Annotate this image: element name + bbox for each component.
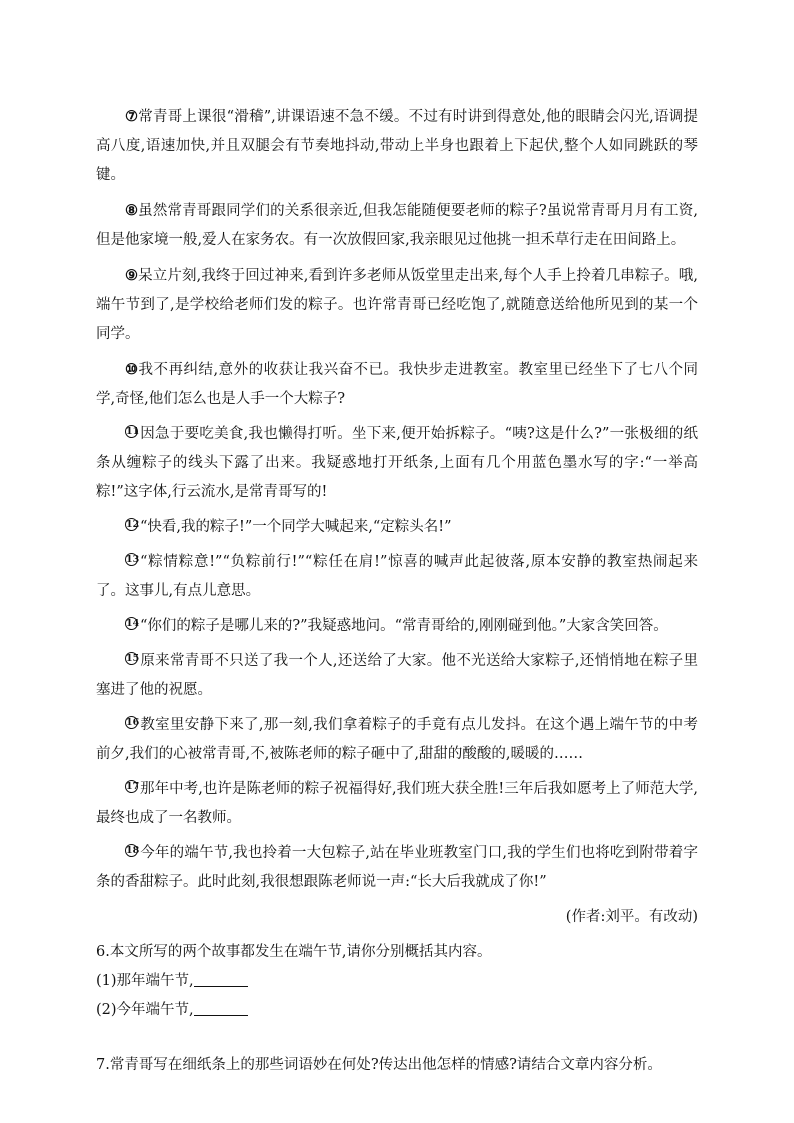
paragraph-9 (96, 261, 698, 349)
paragraph-text: “粽情粽意!”“负粽前行!”“粽任在肩!”惊喜的喊声此起彼落,原本安静的教室热闹起来了。这事儿,有点儿意思。 (96, 554, 698, 599)
paragraph-number: 17 (126, 781, 140, 792)
paragraph-text: “快看,我的粽子!”一个同学大喊起来,“定粽头名!” (140, 519, 452, 535)
paragraph-number: 13 (126, 554, 140, 565)
paragraph-10 (96, 355, 698, 414)
question-7: 7.常青哥写在细纸条上的那些词语妙在何处?传达出他怎样的情感?请结合文章内容分析。 (96, 1057, 662, 1073)
question-6-part-2 (96, 996, 698, 1025)
paragraph-12 (96, 513, 698, 542)
article-body (96, 102, 698, 1080)
spacer (96, 1025, 698, 1051)
paragraph-8 (96, 196, 698, 255)
question-6-part-2-label: (2)今年端午节, (96, 1002, 194, 1018)
paragraph-number: 16 (126, 717, 140, 728)
paragraph-number: ⑩ (125, 361, 138, 378)
paragraph-11 (96, 420, 698, 507)
question-6-part-1-label: (1)那年端午节, (96, 973, 194, 989)
answer-blank-2[interactable] (194, 1001, 248, 1016)
paragraph-15 (96, 647, 698, 705)
paragraph-text: 因急于要吃美食,我也懒得打听。坐下来,便开始拆粽子。“咦?这是什么?”一张极细的纸条从缠粽子的线头下露了出来。我疑惑地打开纸条,上面有几个用蓝色墨水写的字:“一举高粽!”这字体,行云流水,是常青哥写的! (96, 426, 698, 500)
paragraph-text: 虽然常青哥跟同学们的关系很亲近,但我怎能随便要老师的粽子?虽说常青哥月月有工资,但是他家境一般,爱人在家务农。有一次放假回家,我亲眼见过他挑一担禾草行走在田间路上。 (96, 203, 698, 248)
paragraph-number: ⑧ (125, 202, 138, 219)
paragraph-text: 教室里安静下来了,那一刻,我们拿着粽子的手竟有点儿发抖。在这个遇上端午节的中考前夕,我们的心被常青哥,不,被陈老师的粽子砸中了,甜甜的酸酸的,暖暖的…… (96, 717, 698, 762)
paragraph-number: ⑦ (125, 108, 138, 125)
paragraph-number: 12 (126, 519, 140, 530)
paragraph-number: 11 (126, 426, 140, 437)
question-6: 6.本文所写的两个故事都发生在端午节,请你分别概括其内容。 (96, 944, 492, 960)
paragraph-13 (96, 548, 698, 606)
paragraph-text: 我不再纠结,意外的收获让我兴奋不已。我快步走进教室。教室里已经坐下了七八个同学,奇怪,他们怎么也是人手一个大粽子? (96, 362, 698, 407)
question-6-part-1 (96, 967, 698, 996)
paragraph-18 (96, 839, 698, 897)
paragraph-14 (96, 612, 698, 641)
paragraph-text: 原来常青哥不只送了我一个人,还送给了大家。他不光送给大家粽子,还悄悄地在粽子里塞进了他的祝愿。 (96, 653, 698, 698)
paragraph-text: 今年的端午节,我也拎着一大包粽子,站在毕业班教室门口,我的学生们也将吃到附带着字条的香甜粽子。此时此刻,我很想跟陈老师说一声:“长大后我就成了你!” (96, 845, 698, 890)
paragraph-number: 15 (126, 653, 140, 664)
paragraph-number: ⑨ (125, 267, 138, 284)
paragraph-number: 14 (126, 618, 140, 629)
paragraph-text: 常青哥上课很“滑稽”,讲课语速不急不缓。不过有时讲到得意处,他的眼睛会闪光,语调提高八度,语速加快,并且双腿会有节奏地抖动,带动上半身也跟着上下起伏,整个人如同跳跃的琴键。 (96, 109, 698, 183)
paragraph-number: 18 (126, 845, 140, 856)
paragraph-text: 那年中考,也许是陈老师的粽子祝福得好,我们班大获全胜!三年后我如愿考上了师范大学,最终也成了一名教师。 (96, 781, 698, 826)
paragraph-7 (96, 102, 698, 190)
paragraph-text: “你们的粽子是哪儿来的?”我疑惑地问。“常青哥给的,刚刚碰到他。”大家含笑回答。 (140, 618, 668, 634)
author-note: (作者:刘平。有改动) (565, 909, 698, 925)
paragraph-text: 呆立片刻,我终于回过神来,看到许多老师从饭堂里走出来,每个人手上拎着几串粽子。哦,端午节到了,是学校给老师们发的粽子。也许常青哥已经吃饱了,就随意送给他所见到的某一个同学。 (96, 268, 698, 342)
paragraph-16 (96, 711, 698, 769)
paragraph-17 (96, 775, 698, 833)
answer-blank-1[interactable] (194, 972, 248, 987)
